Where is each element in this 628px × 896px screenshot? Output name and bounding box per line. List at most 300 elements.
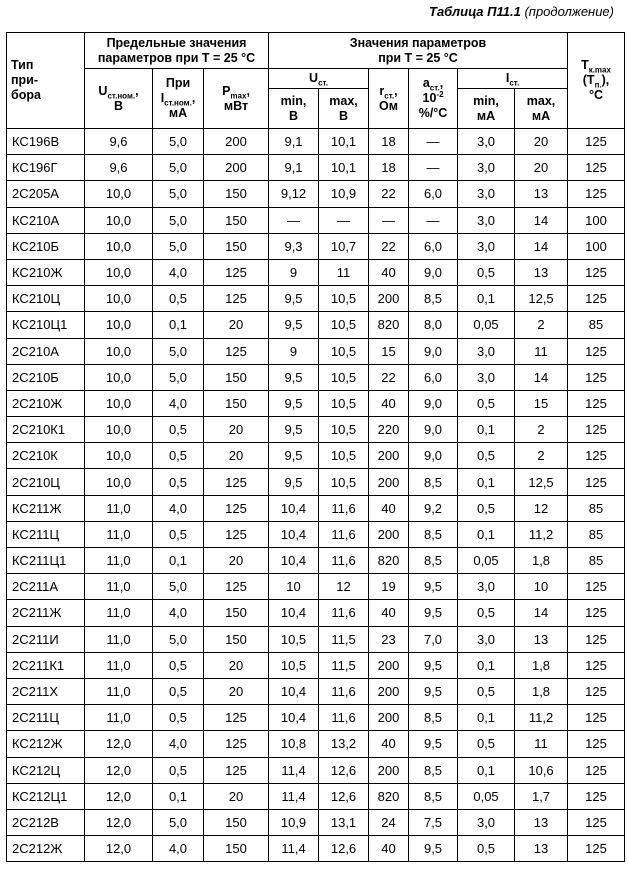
cell-i-min: 0,1 xyxy=(458,469,515,495)
cell-i-max: 20 xyxy=(515,129,568,155)
cell-i-min: 3,0 xyxy=(458,338,515,364)
cell-u-nom: 10,0 xyxy=(85,286,153,312)
cell-i-nom: 4,0 xyxy=(153,259,204,285)
cell-u-max: 10,7 xyxy=(319,233,369,259)
cell-u-max: 11,6 xyxy=(319,678,369,704)
cell-u-min: 10 xyxy=(269,574,319,600)
cell-a-st: 7,5 xyxy=(409,809,458,835)
table-caption xyxy=(429,4,614,19)
cell-u-min: 9,5 xyxy=(269,417,319,443)
cell-u-max: 11,5 xyxy=(319,626,369,652)
cell-u-max: 13,2 xyxy=(319,731,369,757)
cell-t-max: 125 xyxy=(568,574,625,600)
cell-i-nom: 0,1 xyxy=(153,783,204,809)
cell-i-max: 14 xyxy=(515,600,568,626)
cell-u-nom: 10,0 xyxy=(85,469,153,495)
cell-i-min: 0,05 xyxy=(458,312,515,338)
cell-u-nom: 12,0 xyxy=(85,836,153,862)
cell-t-max: 125 xyxy=(568,678,625,704)
cell-i-min: 0,5 xyxy=(458,390,515,416)
cell-i-min: 3,0 xyxy=(458,626,515,652)
header-params-group: Значения параметров при T = 25 °C xyxy=(269,33,568,69)
cell-r-st: 24 xyxy=(369,809,409,835)
cell-u-nom: 10,0 xyxy=(85,181,153,207)
header-a-st: $a_{ст.}$, $10^{-2}$ %/°C xyxy=(409,69,458,129)
cell-p-max: 200 xyxy=(204,129,269,155)
cell-a-st: — xyxy=(409,155,458,181)
cell-r-st: 23 xyxy=(369,626,409,652)
cell-p-max: 150 xyxy=(204,207,269,233)
cell-i-min: 3,0 xyxy=(458,233,515,259)
table-row xyxy=(7,731,625,757)
cell-u-nom: 10,0 xyxy=(85,207,153,233)
cell-i-nom: 0,1 xyxy=(153,312,204,338)
cell-p-max: 125 xyxy=(204,757,269,783)
cell-u-nom: 11,0 xyxy=(85,548,153,574)
header-u-nom: $U_{ст.ном.}$, В xyxy=(85,69,153,129)
cell-t-max: 125 xyxy=(568,469,625,495)
table-row xyxy=(7,652,625,678)
cell-r-st: 200 xyxy=(369,678,409,704)
cell-i-nom: 4,0 xyxy=(153,495,204,521)
cell-r-st: — xyxy=(369,207,409,233)
cell-u-min: 11,4 xyxy=(269,757,319,783)
cell-type: 2С211Ц xyxy=(7,705,85,731)
cell-type: КС210Ц xyxy=(7,286,85,312)
cell-i-nom: 4,0 xyxy=(153,731,204,757)
cell-i-nom: 0,5 xyxy=(153,286,204,312)
cell-i-nom: 0,5 xyxy=(153,521,204,547)
cell-r-st: 820 xyxy=(369,548,409,574)
cell-t-max: 125 xyxy=(568,443,625,469)
cell-u-max: 10,5 xyxy=(319,417,369,443)
cell-u-min: 10,5 xyxy=(269,652,319,678)
cell-t-max: 125 xyxy=(568,181,625,207)
cell-r-st: 18 xyxy=(369,129,409,155)
cell-u-max: 10,5 xyxy=(319,364,369,390)
cell-a-st: 8,5 xyxy=(409,469,458,495)
cell-i-max: 11,2 xyxy=(515,705,568,731)
cell-i-nom: 5,0 xyxy=(153,181,204,207)
cell-a-st: 9,5 xyxy=(409,652,458,678)
cell-u-max: 11,6 xyxy=(319,521,369,547)
cell-t-max: 125 xyxy=(568,652,625,678)
cell-type: КС196Г xyxy=(7,155,85,181)
cell-p-max: 150 xyxy=(204,364,269,390)
cell-i-max: 13 xyxy=(515,181,568,207)
cell-p-max: 20 xyxy=(204,652,269,678)
cell-type: 2С212Ж xyxy=(7,836,85,862)
cell-i-max: 11,2 xyxy=(515,521,568,547)
cell-u-min: 10,4 xyxy=(269,705,319,731)
cell-i-nom: 5,0 xyxy=(153,574,204,600)
cell-type: КС210Б xyxy=(7,233,85,259)
cell-t-max: 85 xyxy=(568,495,625,521)
cell-i-nom: 4,0 xyxy=(153,836,204,862)
cell-p-max: 125 xyxy=(204,731,269,757)
cell-t-max: 125 xyxy=(568,417,625,443)
cell-type: КС211Ц1 xyxy=(7,548,85,574)
cell-u-nom: 11,0 xyxy=(85,495,153,521)
cell-i-max: 13 xyxy=(515,626,568,652)
cell-u-min: 10,8 xyxy=(269,731,319,757)
table-row xyxy=(7,129,625,155)
cell-a-st: 9,5 xyxy=(409,600,458,626)
cell-i-min: 0,5 xyxy=(458,836,515,862)
cell-p-max: 150 xyxy=(204,600,269,626)
cell-i-max: 12,5 xyxy=(515,469,568,495)
table-row xyxy=(7,181,625,207)
cell-r-st: 200 xyxy=(369,757,409,783)
cell-i-max: 1,7 xyxy=(515,783,568,809)
cell-a-st: 8,5 xyxy=(409,286,458,312)
cell-u-min: 9,12 xyxy=(269,181,319,207)
zener-diode-table xyxy=(6,32,625,862)
cell-u-nom: 10,0 xyxy=(85,338,153,364)
cell-u-nom: 10,0 xyxy=(85,364,153,390)
table-row xyxy=(7,521,625,547)
cell-u-min: 9,5 xyxy=(269,469,319,495)
cell-p-max: 125 xyxy=(204,574,269,600)
cell-u-max: 11 xyxy=(319,259,369,285)
cell-r-st: 200 xyxy=(369,286,409,312)
table-row xyxy=(7,626,625,652)
cell-u-max: 12 xyxy=(319,574,369,600)
cell-i-max: 2 xyxy=(515,443,568,469)
cell-u-min: 9 xyxy=(269,338,319,364)
cell-i-max: 14 xyxy=(515,233,568,259)
cell-a-st: 6,0 xyxy=(409,181,458,207)
cell-u-max: 10,5 xyxy=(319,469,369,495)
cell-type: 2С211И xyxy=(7,626,85,652)
cell-i-nom: 5,0 xyxy=(153,338,204,364)
table-row xyxy=(7,312,625,338)
cell-i-nom: 5,0 xyxy=(153,233,204,259)
cell-t-max: 125 xyxy=(568,705,625,731)
cell-t-max: 125 xyxy=(568,259,625,285)
table-row xyxy=(7,705,625,731)
cell-p-max: 150 xyxy=(204,390,269,416)
table-row xyxy=(7,155,625,181)
cell-p-max: 200 xyxy=(204,155,269,181)
cell-u-nom: 12,0 xyxy=(85,757,153,783)
cell-t-max: 85 xyxy=(568,548,625,574)
cell-r-st: 22 xyxy=(369,364,409,390)
cell-i-max: 1,8 xyxy=(515,548,568,574)
cell-type: КС212Ц1 xyxy=(7,783,85,809)
cell-u-nom: 10,0 xyxy=(85,233,153,259)
table-row xyxy=(7,233,625,259)
cell-u-nom: 10,0 xyxy=(85,443,153,469)
cell-a-st: 8,5 xyxy=(409,548,458,574)
cell-r-st: 40 xyxy=(369,731,409,757)
cell-a-st: 9,5 xyxy=(409,836,458,862)
cell-p-max: 20 xyxy=(204,783,269,809)
cell-p-max: 150 xyxy=(204,626,269,652)
cell-type: 2С211Х xyxy=(7,678,85,704)
cell-a-st: 6,0 xyxy=(409,364,458,390)
cell-u-nom: 10,0 xyxy=(85,417,153,443)
cell-i-min: 0,5 xyxy=(458,678,515,704)
cell-i-max: 13 xyxy=(515,259,568,285)
cell-r-st: 200 xyxy=(369,705,409,731)
cell-u-min: — xyxy=(269,207,319,233)
cell-type: 2С210Б xyxy=(7,364,85,390)
cell-t-max: 125 xyxy=(568,783,625,809)
cell-p-max: 20 xyxy=(204,417,269,443)
cell-type: 2С211Ж xyxy=(7,600,85,626)
cell-r-st: 820 xyxy=(369,312,409,338)
cell-t-max: 125 xyxy=(568,390,625,416)
cell-p-max: 20 xyxy=(204,443,269,469)
cell-i-nom: 4,0 xyxy=(153,600,204,626)
cell-u-nom: 11,0 xyxy=(85,678,153,704)
cell-i-max: 10,6 xyxy=(515,757,568,783)
cell-i-max: 20 xyxy=(515,155,568,181)
cell-i-max: 1,8 xyxy=(515,678,568,704)
table-row xyxy=(7,417,625,443)
cell-i-max: 1,8 xyxy=(515,652,568,678)
cell-type: КС212Ц xyxy=(7,757,85,783)
cell-u-max: 11,6 xyxy=(319,548,369,574)
cell-u-min: 11,4 xyxy=(269,783,319,809)
cell-u-nom: 10,0 xyxy=(85,259,153,285)
cell-u-nom: 9,6 xyxy=(85,155,153,181)
cell-t-max: 125 xyxy=(568,364,625,390)
cell-u-min: 9,5 xyxy=(269,390,319,416)
cell-p-max: 125 xyxy=(204,521,269,547)
cell-a-st: 8,5 xyxy=(409,705,458,731)
cell-a-st: 7,0 xyxy=(409,626,458,652)
cell-i-min: 3,0 xyxy=(458,207,515,233)
cell-type: 2С210К1 xyxy=(7,417,85,443)
cell-i-nom: 4,0 xyxy=(153,390,204,416)
cell-i-nom: 5,0 xyxy=(153,364,204,390)
cell-t-max: 125 xyxy=(568,809,625,835)
header-u-st: $U_{ст.}$ xyxy=(269,69,369,89)
cell-u-max: 10,5 xyxy=(319,390,369,416)
cell-u-nom: 11,0 xyxy=(85,652,153,678)
cell-u-max: 13,1 xyxy=(319,809,369,835)
cell-p-max: 20 xyxy=(204,548,269,574)
cell-u-nom: 10,0 xyxy=(85,312,153,338)
cell-u-min: 9,3 xyxy=(269,233,319,259)
cell-t-max: 100 xyxy=(568,233,625,259)
table-row xyxy=(7,783,625,809)
cell-i-max: 12,5 xyxy=(515,286,568,312)
table-body xyxy=(7,129,625,862)
header-limits-group: Предельные значения параметров при T = 25 °C xyxy=(85,33,269,69)
cell-type: 2С210Ж xyxy=(7,390,85,416)
cell-i-min: 0,5 xyxy=(458,731,515,757)
cell-u-max: 10,5 xyxy=(319,312,369,338)
table-row xyxy=(7,469,625,495)
table-row xyxy=(7,574,625,600)
cell-i-min: 0,1 xyxy=(458,417,515,443)
cell-type: КС211Ж xyxy=(7,495,85,521)
cell-u-max: 10,1 xyxy=(319,129,369,155)
cell-i-max: 10 xyxy=(515,574,568,600)
cell-t-max: 125 xyxy=(568,129,625,155)
header-i-st: $I_{ст.}$ xyxy=(458,69,568,89)
cell-u-min: 9 xyxy=(269,259,319,285)
cell-i-nom: 0,5 xyxy=(153,417,204,443)
cell-u-max: 10,9 xyxy=(319,181,369,207)
header-i-nom: При $I_{ст.ном.}$, мА xyxy=(153,69,204,129)
cell-i-max: 14 xyxy=(515,207,568,233)
cell-t-max: 125 xyxy=(568,286,625,312)
table-row xyxy=(7,286,625,312)
table-row xyxy=(7,836,625,862)
cell-a-st: 9,0 xyxy=(409,338,458,364)
cell-u-min: 10,4 xyxy=(269,678,319,704)
cell-i-min: 3,0 xyxy=(458,181,515,207)
table-row xyxy=(7,548,625,574)
cell-u-min: 10,4 xyxy=(269,600,319,626)
cell-t-max: 125 xyxy=(568,836,625,862)
cell-i-min: 0,5 xyxy=(458,259,515,285)
cell-a-st: 8,5 xyxy=(409,783,458,809)
cell-p-max: 150 xyxy=(204,809,269,835)
cell-u-nom: 11,0 xyxy=(85,574,153,600)
cell-type: 2С205А xyxy=(7,181,85,207)
cell-i-nom: 0,1 xyxy=(153,548,204,574)
cell-r-st: 18 xyxy=(369,155,409,181)
cell-a-st: 8,5 xyxy=(409,521,458,547)
cell-i-nom: 5,0 xyxy=(153,809,204,835)
cell-p-max: 20 xyxy=(204,678,269,704)
cell-i-max: 13 xyxy=(515,809,568,835)
header-t-max: $T_{к.max}$ $(T_{п.})$, °C xyxy=(568,33,625,129)
cell-u-min: 9,5 xyxy=(269,443,319,469)
cell-i-max: 13 xyxy=(515,836,568,862)
cell-u-max: 12,6 xyxy=(319,783,369,809)
cell-a-st: 9,0 xyxy=(409,259,458,285)
cell-t-max: 125 xyxy=(568,731,625,757)
cell-p-max: 125 xyxy=(204,469,269,495)
cell-type: КС210Ж xyxy=(7,259,85,285)
cell-r-st: 200 xyxy=(369,652,409,678)
cell-type: 2С210Ц xyxy=(7,469,85,495)
cell-u-max: — xyxy=(319,207,369,233)
cell-a-st: — xyxy=(409,129,458,155)
table-row xyxy=(7,757,625,783)
cell-u-nom: 10,0 xyxy=(85,390,153,416)
cell-a-st: 6,0 xyxy=(409,233,458,259)
cell-u-max: 10,5 xyxy=(319,338,369,364)
cell-i-nom: 0,5 xyxy=(153,705,204,731)
cell-type: 2С212В xyxy=(7,809,85,835)
cell-i-max: 15 xyxy=(515,390,568,416)
table-caption-title: Таблица П11.1 xyxy=(429,4,521,19)
cell-r-st: 40 xyxy=(369,495,409,521)
cell-u-max: 12,6 xyxy=(319,757,369,783)
cell-i-max: 11 xyxy=(515,338,568,364)
cell-i-min: 0,1 xyxy=(458,286,515,312)
cell-i-min: 0,05 xyxy=(458,548,515,574)
cell-r-st: 40 xyxy=(369,259,409,285)
cell-r-st: 200 xyxy=(369,521,409,547)
cell-u-max: 11,6 xyxy=(319,600,369,626)
header-r-st: $r_{ст.}$, Ом xyxy=(369,69,409,129)
cell-u-max: 11,5 xyxy=(319,652,369,678)
cell-t-max: 85 xyxy=(568,312,625,338)
header-u-min: min, В xyxy=(269,89,319,129)
cell-i-nom: 0,5 xyxy=(153,443,204,469)
cell-i-nom: 5,0 xyxy=(153,626,204,652)
table-row xyxy=(7,338,625,364)
cell-p-max: 125 xyxy=(204,495,269,521)
cell-u-min: 9,1 xyxy=(269,129,319,155)
cell-type: КС210А xyxy=(7,207,85,233)
cell-i-min: 0,1 xyxy=(458,652,515,678)
header-type: Тип при- бора xyxy=(7,33,85,129)
cell-u-nom: 12,0 xyxy=(85,783,153,809)
cell-u-nom: 11,0 xyxy=(85,626,153,652)
cell-i-min: 0,1 xyxy=(458,521,515,547)
cell-u-min: 9,1 xyxy=(269,155,319,181)
cell-i-min: 0,5 xyxy=(458,600,515,626)
cell-u-max: 12,6 xyxy=(319,836,369,862)
cell-u-nom: 12,0 xyxy=(85,809,153,835)
cell-a-st: 9,0 xyxy=(409,390,458,416)
cell-r-st: 220 xyxy=(369,417,409,443)
cell-i-min: 0,1 xyxy=(458,757,515,783)
cell-i-nom: 0,5 xyxy=(153,757,204,783)
cell-u-min: 10,4 xyxy=(269,548,319,574)
cell-p-max: 125 xyxy=(204,705,269,731)
cell-i-nom: 5,0 xyxy=(153,129,204,155)
cell-u-min: 10,4 xyxy=(269,521,319,547)
cell-t-max: 125 xyxy=(568,600,625,626)
cell-i-min: 0,1 xyxy=(458,705,515,731)
cell-i-max: 2 xyxy=(515,417,568,443)
cell-a-st: 9,5 xyxy=(409,678,458,704)
cell-u-nom: 9,6 xyxy=(85,129,153,155)
cell-r-st: 200 xyxy=(369,443,409,469)
cell-i-min: 3,0 xyxy=(458,574,515,600)
header-u-max: max, В xyxy=(319,89,369,129)
cell-i-min: 0,5 xyxy=(458,495,515,521)
cell-u-max: 10,1 xyxy=(319,155,369,181)
cell-p-max: 150 xyxy=(204,181,269,207)
cell-r-st: 40 xyxy=(369,390,409,416)
table-row xyxy=(7,207,625,233)
cell-type: 2С210К xyxy=(7,443,85,469)
cell-a-st: 9,2 xyxy=(409,495,458,521)
cell-r-st: 820 xyxy=(369,783,409,809)
table-row xyxy=(7,495,625,521)
cell-u-min: 10,5 xyxy=(269,626,319,652)
cell-a-st: 9,5 xyxy=(409,574,458,600)
cell-r-st: 22 xyxy=(369,181,409,207)
cell-i-max: 12 xyxy=(515,495,568,521)
table-caption-note: (продолжение) xyxy=(524,4,614,19)
cell-a-st: 8,5 xyxy=(409,757,458,783)
cell-r-st: 22 xyxy=(369,233,409,259)
cell-r-st: 40 xyxy=(369,600,409,626)
cell-r-st: 15 xyxy=(369,338,409,364)
cell-t-max: 125 xyxy=(568,757,625,783)
cell-r-st: 40 xyxy=(369,836,409,862)
cell-type: КС211Ц xyxy=(7,521,85,547)
cell-u-min: 9,5 xyxy=(269,286,319,312)
cell-p-max: 20 xyxy=(204,312,269,338)
cell-i-nom: 5,0 xyxy=(153,155,204,181)
table-row xyxy=(7,678,625,704)
cell-type: 2С211К1 xyxy=(7,652,85,678)
cell-t-max: 125 xyxy=(568,155,625,181)
